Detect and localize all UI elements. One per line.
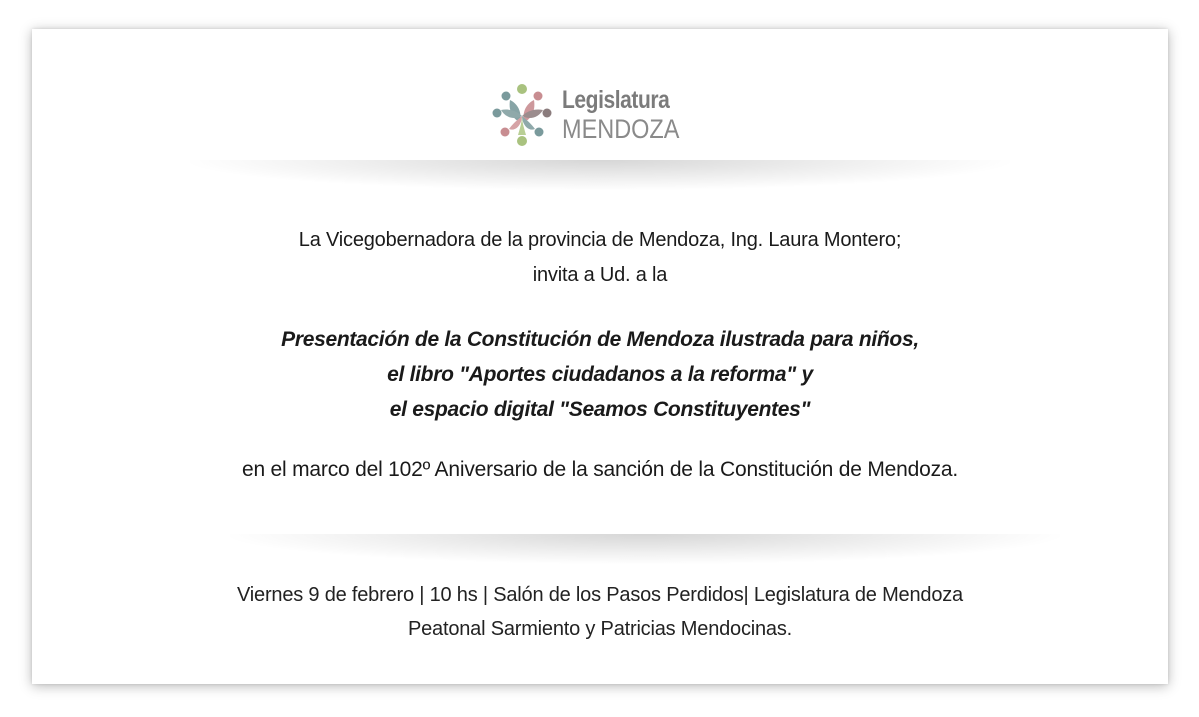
people-circle-logo-icon <box>492 82 552 148</box>
event-details <box>32 578 1168 646</box>
event-title-line: el espacio digital "Seamos Constituyentes" <box>389 398 811 421</box>
event-title-line: el libro "Aportes ciudadanos a la reforma" y <box>387 363 813 386</box>
event-title-line: Presentación de la Constitución de Mendoza ilustrada para niños, <box>281 328 919 351</box>
logo-title: Legislatura <box>562 86 670 114</box>
date-location-line: Viernes 9 de febrero | 10 hs | Salón de los Pasos Perdidos| Legislatura de Mendoza <box>237 584 963 606</box>
address-line: Peatonal Sarmiento y Patricias Mendocinas. <box>407 618 793 640</box>
logo-subtitle: MENDOZA <box>562 114 680 144</box>
top-divider <box>190 160 1010 190</box>
intro-text <box>32 223 1168 293</box>
invite-line: invita a Ud. a la <box>532 264 668 286</box>
legislatura-logo <box>492 82 712 148</box>
context-line: en el marco del 102º Aniversario de la sanción de la Constitución de Mendoza. <box>241 458 959 481</box>
event-title <box>32 322 1168 427</box>
bottom-divider <box>230 534 1060 564</box>
host-line: La Vicegobernadora de la provincia de Mendoza, Ing. Laura Montero; <box>298 229 902 251</box>
